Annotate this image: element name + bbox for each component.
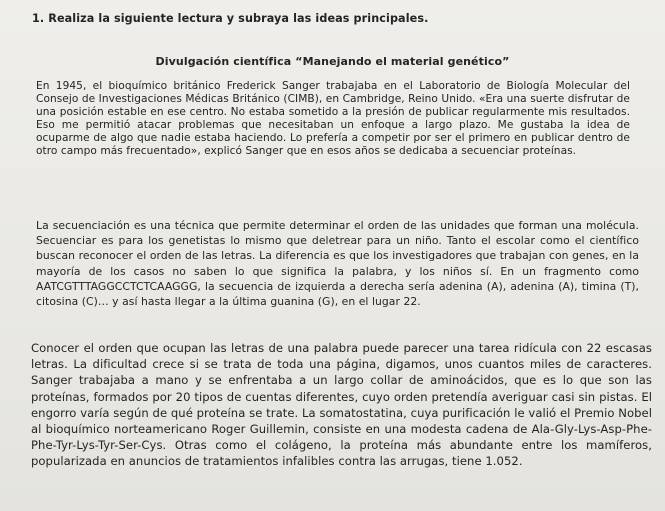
article-title: Divulgación científica “Manejando el material genético” [155,55,510,68]
paragraph-3: Conocer el orden que ocupan las letras de una palabra puede parecer una tarea ridícula con 22 escasas letras. La dificultad crece si se trata de toda una página, digamos, unos cuantos miles de caracteres. Sanger trabajaba a mano y se enfrentaba a un largo collar de aminoácidos, que es lo que son las proteínas, formados por 20 tipos de cuentas diferentes, cuyo orden pretendía averiguar casi sin pistas. El engorro varía según de qué proteína se trate. La somatostatina, cuya purificación le valió el Premio Nobel al bioquímico norteamericano Roger Guillemin, consiste en una modesta cadena de Ala-Gly-Lys-Asp-Phe-Phe-Tyr-Lys-Tyr-Ser-Cys. Otras como el colágeno, la proteína más abundante entre los mamíferos, popularizada en anuncios de tratamientos infalibles contra las arrugas, tiene 1.052. [31,341,652,469]
paragraph-2: La secuenciación es una técnica que permite determinar el orden de las unidades que forman una molécula. Secuenciar es para los genetistas lo mismo que deletrear para un niño. Tanto el escolar como el científico buscan reconocer el orden de las letras. La diferencia es que los investigadores que trabajan con genes, en la mayoría de los casos no saben lo que significa la palabra, y los niños sí. En un fragmento como AATCGTTTAGGCCTCTCAAGGG, la secuencia de izquierda a derecha sería adenina (A), adenina (A), timina (T), citosina (C)… y así hasta llegar a la última guanina (G), en el lugar 22. [36,219,639,309]
paragraph-1: En 1945, el bioquímico británico Frederick Sanger trabajaba en el Laboratorio de Biología Molecular del Consejo de Investigaciones Médicas Británico (CIMB), en Cambridge, Reino Unido. «Era una suerte disfrutar de una posición estable en ese centro. No estaba sometido a la presión de publicar regularmente mis resultados. Eso me permitió atacar problemas que necesitaban un enfoque a largo plazo. Me gustaba la idea de ocuparme de algo que nadie estaba haciendo. Lo prefería a competir por ser el primero en publicar dentro de otro campo más frecuentado», explicó Sanger que en esos años se dedicaba a secuenciar proteínas. [36,80,630,157]
instruction-text: 1. Realiza la siguiente lectura y subraya las ideas principales. [32,12,429,25]
